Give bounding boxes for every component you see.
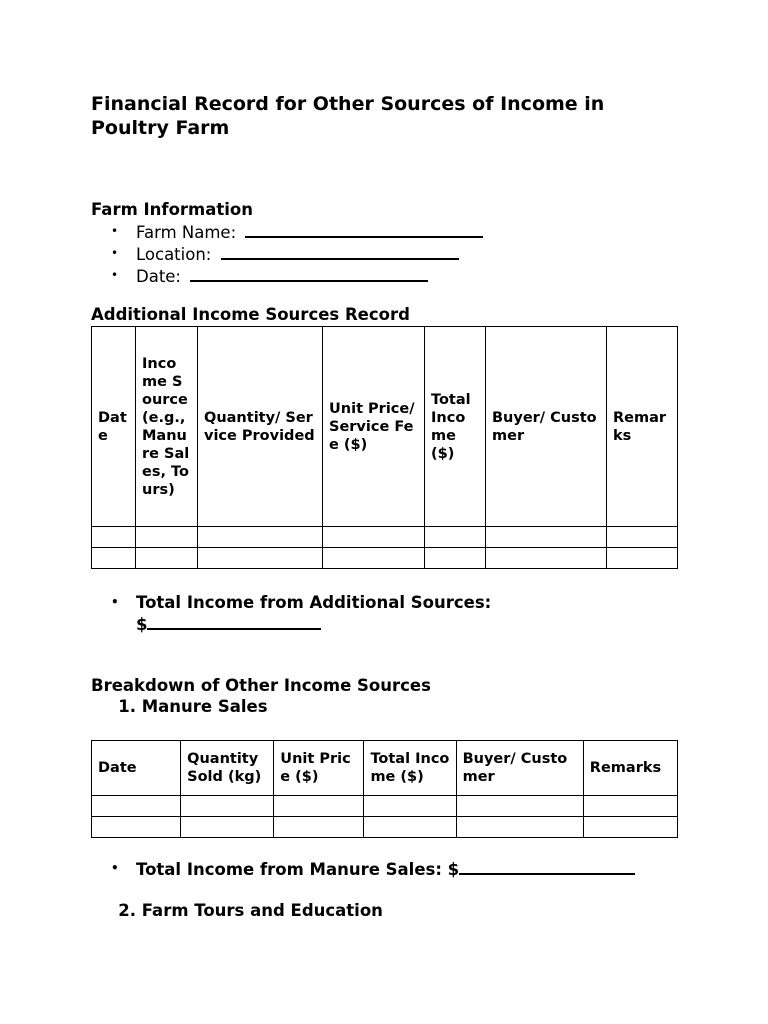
manure-sales-number: 1. — [118, 697, 136, 716]
table-cell[interactable] — [274, 796, 364, 817]
column-header: Unit Price/Service Fee ($) — [323, 327, 425, 527]
column-header: Total Income ($) — [364, 741, 456, 796]
column-header: Total Income ($) — [425, 327, 486, 527]
table-cell[interactable] — [456, 796, 583, 817]
location-label: Location: — [136, 245, 212, 264]
table-cell[interactable] — [92, 796, 181, 817]
table-cell[interactable] — [181, 796, 274, 817]
additional-total-list — [91, 592, 491, 635]
manure-total-list — [91, 858, 635, 880]
farm-tours-number: 2. — [118, 901, 136, 920]
table-cell[interactable] — [136, 527, 198, 548]
document-title: Financial Record for Other Sources of Income in Poultry Farm — [91, 93, 605, 139]
table-cell[interactable] — [583, 817, 677, 838]
list-item — [91, 858, 635, 880]
table-header-row — [92, 327, 678, 527]
list-item — [91, 265, 483, 287]
table-cell[interactable] — [425, 527, 486, 548]
column-header: Quantity Sold (kg) — [181, 741, 274, 796]
table-cell[interactable] — [364, 796, 456, 817]
list-item — [91, 221, 483, 243]
manure-total-label: Total Income from Manure Sales: $ — [136, 860, 460, 879]
table-cell[interactable] — [425, 548, 486, 569]
table-cell[interactable] — [136, 548, 198, 569]
additional-total-label: Total Income from Additional Sources: — [136, 593, 492, 612]
table-cell[interactable] — [92, 548, 136, 569]
additional-income-heading: Additional Income Sources Record — [91, 305, 410, 324]
table-cell[interactable] — [323, 548, 425, 569]
table-cell[interactable] — [323, 527, 425, 548]
breakdown-heading: Breakdown of Other Income Sources — [91, 676, 431, 695]
additional-total-blank[interactable] — [147, 613, 321, 630]
manure-sales-title: Manure Sales — [141, 697, 268, 716]
list-item — [91, 243, 483, 265]
column-header: Quantity/ Service Provided — [198, 327, 323, 527]
table-cell[interactable] — [486, 527, 607, 548]
column-header: Buyer/ Customer — [456, 741, 583, 796]
table-row — [92, 527, 678, 548]
table-cell[interactable] — [456, 817, 583, 838]
column-header: Remarks — [607, 327, 678, 527]
manure-total-blank[interactable] — [459, 858, 635, 875]
column-header: Date — [92, 741, 181, 796]
date-label: Date: — [136, 267, 181, 286]
farm-information-list — [91, 221, 483, 287]
column-header: Buyer/ Customer — [486, 327, 607, 527]
table-cell[interactable] — [198, 548, 323, 569]
table-row — [92, 796, 678, 817]
column-header: Unit Price ($) — [274, 741, 364, 796]
table-cell[interactable] — [486, 548, 607, 569]
location-blank[interactable] — [221, 243, 459, 260]
farm-tours-title: Farm Tours and Education — [141, 901, 383, 920]
additional-income-table — [91, 326, 678, 569]
manure-sales-heading — [91, 697, 268, 717]
table-cell[interactable] — [92, 817, 181, 838]
list-item — [91, 592, 491, 635]
currency-symbol: $ — [136, 615, 148, 634]
table-row — [92, 817, 678, 838]
table-cell[interactable] — [274, 817, 364, 838]
table-header-row — [92, 741, 678, 796]
table-cell[interactable] — [364, 817, 456, 838]
column-header: Income Source (e.g., Manure Sales, Tours) — [136, 327, 198, 527]
farm-tours-heading — [91, 901, 383, 921]
farm-information-heading: Farm Information — [91, 200, 254, 219]
column-header: Date — [92, 327, 136, 527]
farm-name-blank[interactable] — [245, 221, 483, 238]
table-cell[interactable] — [583, 796, 677, 817]
farm-name-label: Farm Name: — [136, 223, 237, 242]
table-row — [92, 548, 678, 569]
table-cell[interactable] — [198, 527, 323, 548]
table-cell[interactable] — [607, 548, 678, 569]
manure-sales-table — [91, 740, 678, 838]
table-cell[interactable] — [607, 527, 678, 548]
table-cell[interactable] — [92, 527, 136, 548]
table-cell[interactable] — [181, 817, 274, 838]
date-blank[interactable] — [190, 265, 428, 282]
column-header: Remarks — [583, 741, 677, 796]
